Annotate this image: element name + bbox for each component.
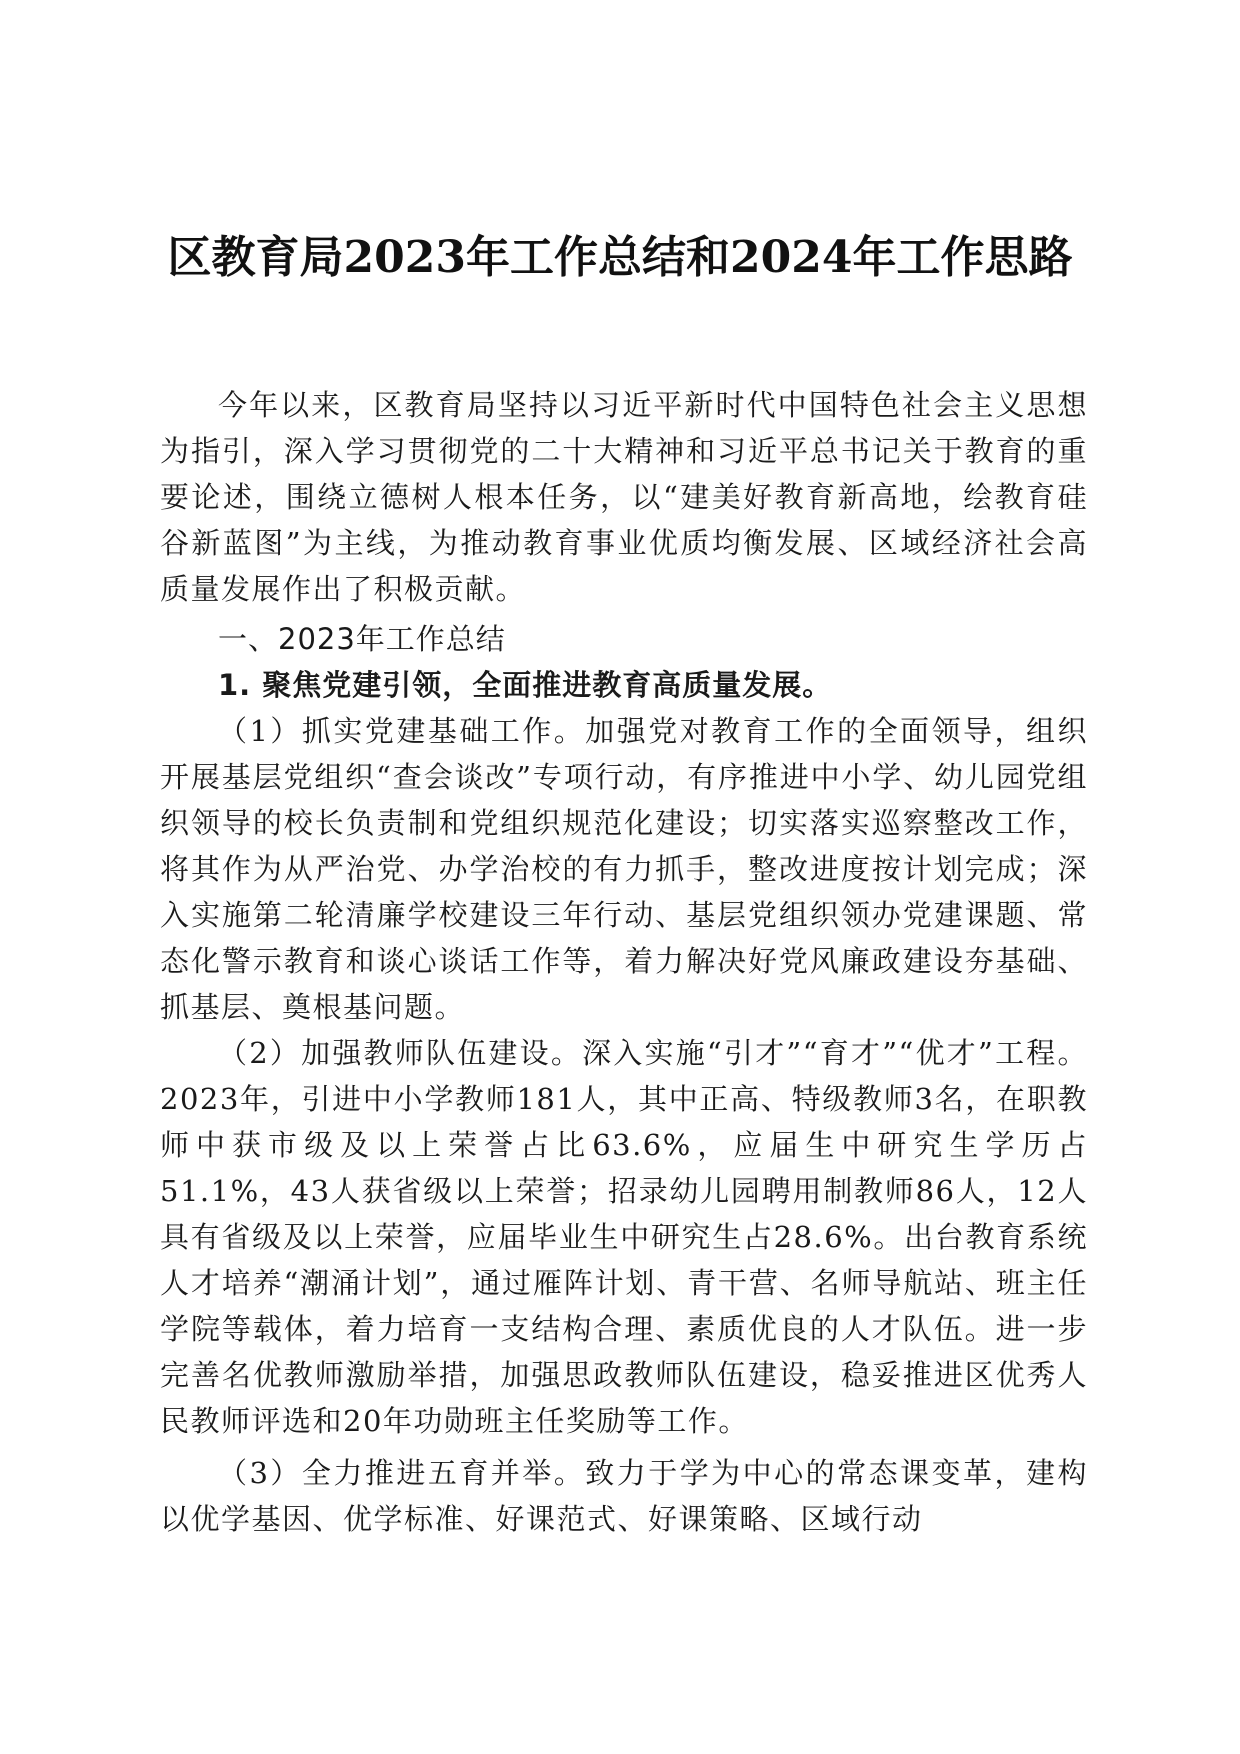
subsection-heading: 1. 聚焦党建引领，全面推进教育高质量发展。	[218, 668, 833, 702]
document-title: 区教育局2023年工作总结和2024年工作思路	[167, 232, 1073, 283]
intro-paragraph: 今年以来，区教育局坚持以习近平新时代中国特色社会主义思想为指引，深入学习贯彻党的二十大精神和习近平总书记关于教育的重要论述，围绕立德树人根本任务，以“建美好教育新高地，绘教育硅谷新蓝图”为主线，为推动教育事业优质均衡发展、区域经济社会高质量发展作出了积极贡献。	[160, 388, 1088, 606]
document-body	[160, 382, 1088, 1542]
body-paragraph: （3）全力推进五育并举。致力于学为中心的常态课变革，建构以优学基因、优学标准、好课范式、好课策略、区域行动	[160, 1456, 1088, 1536]
body-paragraph: （2）加强教师队伍建设。深入实施“引才”“育才”“优才”工程。2023年，引进中小学教师181人，其中正高、特级教师3名，在职教师中获市级及以上荣誉占比63.6%，应届生中研究生学历占51.1%，43人获省级以上荣誉；招录幼儿园聘用制教师86人，12人具有省级及以上荣誉，应届毕业生中研究生占28.6%。出台教育系统人才培养“潮涌计划”，通过雁阵计划、青干营、名师导航站、班主任学院等载体，着力培育一支结构合理、素质优良的人才队伍。进一步完善名优教师激励举措，加强思政教师队伍建设，稳妥推进区优秀人民教师评选和20年功勋班主任奖励等工作。	[160, 1036, 1088, 1438]
section-heading: 一、2023年工作总结	[218, 622, 506, 656]
body-paragraph: （1）抓实党建基础工作。加强党对教育工作的全面领导，组织开展基层党组织“查会谈改”专项行动，有序推进中小学、幼儿园党组织领导的校长负责制和党组织规范化建设；切实落实巡察整改工作，将其作为从严治党、办学治校的有力抓手，整改进度按计划完成；深入实施第二轮清廉学校建设三年行动、基层党组织领办党建课题、常态化警示教育和谈心谈话工作等，着力解决好党风廉政建设夯基础、抓基层、奠根基问题。	[160, 714, 1088, 1024]
